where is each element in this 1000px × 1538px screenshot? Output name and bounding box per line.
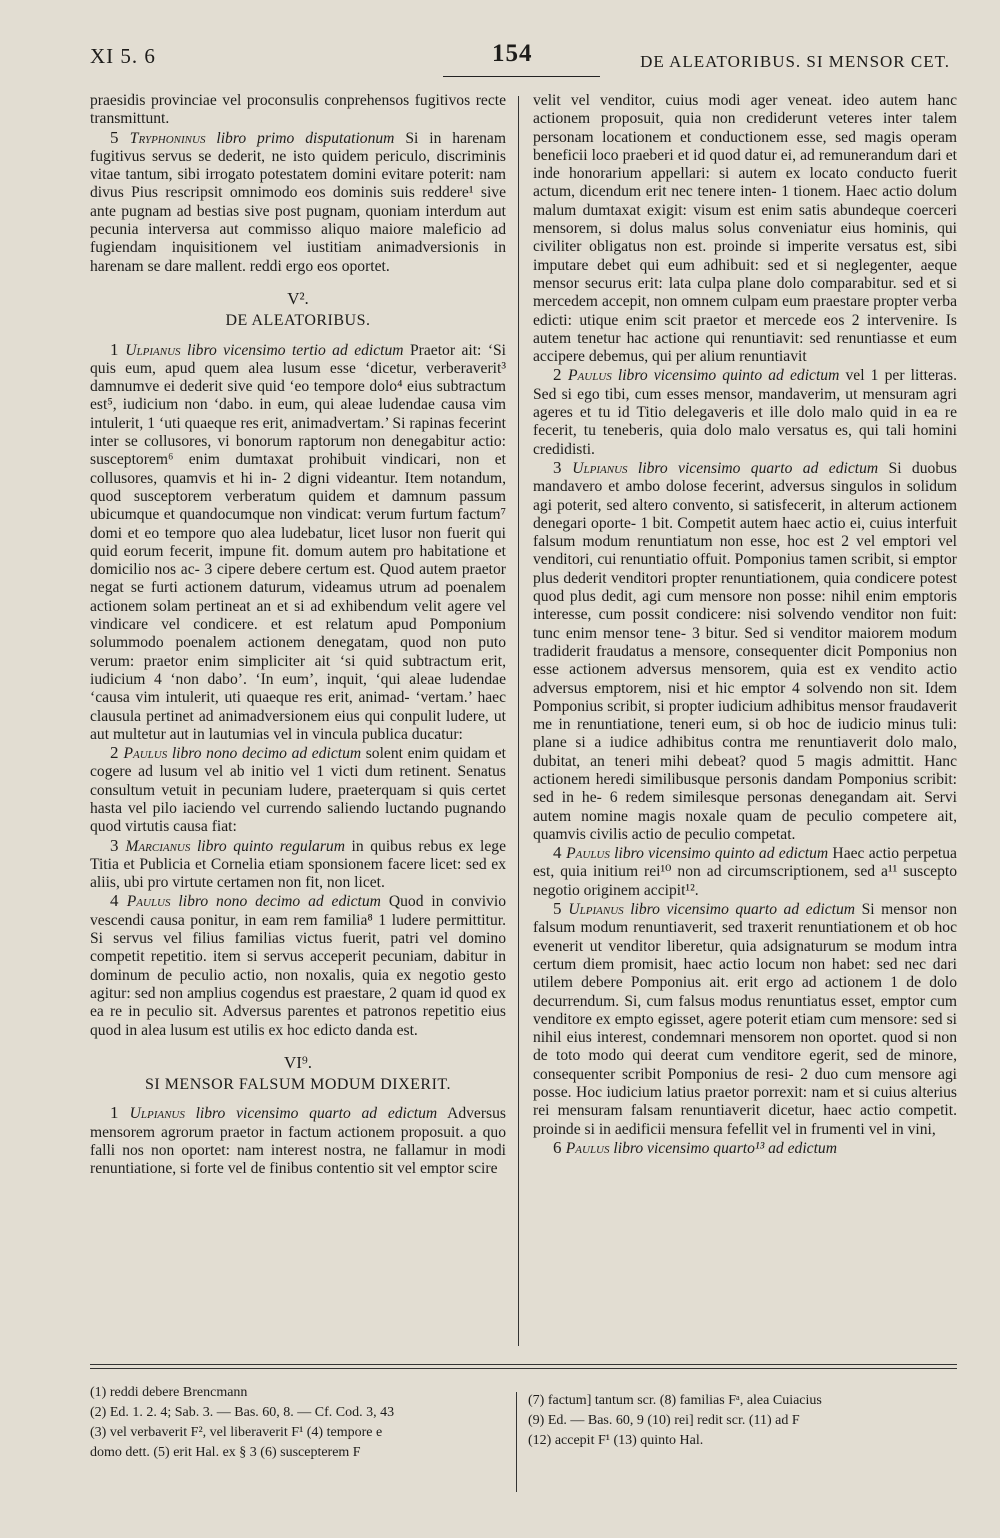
jurist-name: Tryphoninus [129, 129, 217, 147]
fragment-number: 3 [553, 457, 573, 477]
fragment-text: solent enim quidam et cogere ad lusum vel ab initio vel 1 victi dum retinent. Senatus consultum vetuit in pecuniam ludere, praeterquam si quis certet hasta vel pilo iaciendo vel currendo saliendo luctando pugnando quod virtutis causa fiat: [90, 745, 506, 836]
footnote-line: (2) Ed. 1. 2. 4; Sab. 3. — Bas. 60, 8. — Cf. Cod. 3, 43 [90, 1405, 395, 1420]
work-citation: libro nono decimo ad edictum [171, 745, 362, 763]
fragment-number: 5 [110, 127, 130, 147]
jurist-name: Paulus [565, 1139, 614, 1157]
work-citation: libro vicensimo quinto ad edictum [614, 845, 829, 863]
footnote-line: (7) factum] tantum scr. (8) familias Fᵃ, alea Cuiacius [528, 1393, 822, 1408]
footnotes-right [528, 1392, 958, 1452]
work-citation: libro quinto regularum [196, 837, 345, 855]
fragment-paragraph [90, 1104, 506, 1178]
fragment-paragraph [90, 341, 506, 745]
footnote-line: (9) Ed. — Bas. 60, 9 (10) rei] redit scr. (11) ad F [528, 1413, 800, 1428]
section-number: VI⁹. [283, 1052, 313, 1072]
fragment-text: Haec actio perpetua est, quia initium rei¹⁰ non ad circumscriptionem, sed a¹¹ suscepto negotio originem accipit¹². [533, 845, 957, 899]
footnote-divider [516, 1392, 517, 1492]
jurist-name: Paulus [126, 893, 179, 911]
footnote-line: (1) reddi debere Brencmann [90, 1385, 248, 1400]
jurist-name: Marcianus [125, 837, 197, 855]
right-column [533, 92, 957, 1158]
fragment-number: 1 [110, 339, 126, 359]
left-column [90, 92, 506, 1179]
fragment-text: Praetor ait: ‘Si quis eum, apud quem alea lusum esse ‘dicetur, verberaverit³ damnumve ei dederit sive quid ‘eo tempore dolo⁴ eius subtractum est⁵, iudicium non ‘dabo. in eum, qui aleae ludendae causa vim intulerit, 1 ‘uti quaeque res erit, animadvertam.’ Si rapinas fecerint inter se collusores, vi bonorum raptorum non denegabitur actio: susceptorem⁶ enim dumtaxat prohibuit vindicari, non et collusores, quamvis et hi in- 2 digni videantur. Item notandum, quod susceptorem verberatum quidem et damnum passum ubicumque et quandocumque non vindicat: verum furtum factum⁷ domi et eo tempore quo alea ludebatur, licet lusor non fuerit qui quid eorum fecerit, impune fit. domum autem pro habitatione et domicilio nos ac- 3 cipere debere certum est. Quod autem praetor negat se furti actionem daturum, videamus utrum ad poenalem actionem solam pertineat an et si ad exhibendum velit agere vel vindicare vel condicere. et est relatum apud Pomponium solummodo poenalem actionem denegatam, quod non puto verum: praetor enim simpliciter ait ‘si quid subtractum erit, iudicium 4 ‘non dabo’. ‘In eum’, inquit, ‘qui aleae ludendae ‘causa vim intulerit, uti quaeque res erit, animad- ‘vertam.’ haec clausula pertinet ad animadversionem eius qui conpulit ludere, ut aut multetur aut in lautumias vel in vincula publica ducatur: [90, 341, 507, 743]
footnote-rule-double [90, 1368, 957, 1369]
jurist-name: Ulpianus [572, 459, 638, 477]
fragment-text: Adversus mensorem agrorum praetor in factum actionem proposuit. a quo falli nos non oportet: nam interest nostra, ne fallamur in modi renuntiatione, si forte vel de finibus contentio sit vel emptor scire [90, 1105, 506, 1178]
fragment-paragraph [90, 129, 506, 276]
fragment-paragraph [533, 900, 957, 1139]
section-title: SI MENSOR FALSUM MODUM DIXERIT. [144, 1076, 452, 1094]
page-number: 154 [492, 40, 533, 67]
jurist-name: Paulus [568, 367, 618, 385]
running-title: DE ALEATORIBUS. SI MENSOR CET. [640, 52, 950, 71]
fragment-paragraph [533, 459, 957, 844]
fragment-number: 6 [553, 1137, 566, 1157]
header-left-reference: XI 5. 6 [90, 44, 156, 68]
fragment-number: 2 [553, 365, 568, 385]
fragment-paragraph [533, 844, 957, 900]
fragment-paragraph [90, 837, 506, 893]
fragment-text: Si mensor non falsum modum renuntiaverit, sed traxerit renuntiationem et ob hoc evenerit ut venditor liberetur, quia adsignaturum se modum intra certum diem promisit, haec actio locum non habet: sed nec dari utilem debere Pomponius ait. erit ergo ad actionem 1 de dolo decurrendum. Si, cum falsus modus renuntiatus esset, emptor cum venditore ex empto egisset, agere poterit etiam cum mensore: sed si nihil eius interest, condemnari mensorem non oportet. quod si non de toto modo qui deerat cum venditore egerit, sed de minore, consequenter scribit Pomponius de resi- 2 duo cum mensore agi posse. Hoc iudicium latius praetor porrexit: nam et si cuius alterius rei mensuram falsam renuntiaverit dicetur, haec actio competit. proinde si in aedificii mensura fefellit vel in frumenti vel in vini, [533, 901, 958, 1138]
jurist-name: Paulus [123, 745, 172, 763]
paragraph: praesidis provinciae vel proconsulis conprehensos fugitivos recte transmittunt. [90, 92, 506, 128]
footnote-rule [90, 1364, 957, 1365]
fragment-number: 1 [110, 1103, 130, 1123]
fragment-text: Si in harenam fugitivus servus se dederit, ne isto quidem periculo, discriminis vitae tantum, sibi irrogato potestatem domini evitare poterit: nam divus Pius rescripsit omnimodo eos dominis suis reddere¹ sive ante pugnam ad bestias sive post pugnam, quoniam interdum aut pecunia interversa aut commisso aliquo maiore maleficio ad fugiendam inquisitionem vel iustitiam animadversionis in harenam se dare mallent. reddi ergo eos oportet. [90, 129, 506, 275]
work-citation: libro vicensimo quarto ad edictum [195, 1105, 438, 1123]
footnote-line: (12) accepit F¹ (13) quinto Hal. [528, 1433, 704, 1448]
fragment-number: 5 [553, 899, 569, 919]
fragment-paragraph [533, 366, 957, 458]
jurist-name: Paulus [566, 845, 615, 863]
fragment-paragraph [90, 744, 506, 836]
work-citation: libro vicensimo quinto ad edictum [617, 367, 840, 385]
footnotes-left [90, 1384, 510, 1464]
fragment-text: in quibus rebus ex lege Titia et Publicia et Cornelia etiam sponsionem facere licet: sed ex aliis, ubi pro virtute certamen non fit, non licet. [90, 837, 507, 892]
header-rule [443, 76, 600, 77]
fragment-paragraph [90, 892, 506, 1039]
fragment-text: Si duobus mandavero et ambo dolose fecerint, adversus singulos in solidum agi poterit, sed altero convento, si satisfecerit, in alterum actionem denegari oporte- 1 bit. Competit autem haec actio ei, cuius interfuit falsum modum renuntiatum non esse, hoc est 2 vel emptori vel venditori, cui renuntiatio offuit. Pomponius tamen scribit, si emptor plus dederit venditori propter renuntiationem, quia condicere potest quod plus dedit, agi cum mensore non posse: nihil enim emptoris interesse, cum possit condicere: nisi solvendo venditor non fuit: tunc enim mensor tene- 3 bitur. Sed si venditor maiorem modum tradiderit fraudatus a mensore, consequenter dicit Pomponius non esse actionem adversus mensorem, quia est ex vendito actio adversus emptorem, nisi et hic emptor 4 solvendo non sit. Idem Pomponius scribit, si propter iudicium adhibitus mensor fraudaverit me in renuntiatione, teneri eum, si ob hoc de iudicio minus tuli: plane si a iudice adhibitus contra me renuntiaverit dolo malo, dubitat, an teneri mihi debeat? quod 5 magis admittit. Hanc actionem heredi similibusque personis dandam Pomponius scribit: sed in he- 6 redem similesque personas denegandam ait. Servi autem nomine magis noxale quam de peculio competere ait, quamvis civilis actio de peculio competat. [533, 459, 957, 843]
fragment-number: 3 [110, 835, 126, 855]
jurist-name: Ulpianus [568, 901, 631, 919]
footnote-line: (3) vel verbaverit F², vel liberaverit F¹ (4) tempore e [90, 1425, 383, 1440]
fragment-number: 4 [110, 891, 127, 911]
work-citation: libro vicensimo tertio ad edictum [187, 341, 404, 359]
column-divider [518, 96, 519, 1346]
fragment-number: 2 [110, 743, 124, 763]
fragment-paragraph [533, 1139, 957, 1158]
work-citation: libro vicensimo quarto ad edictum [630, 901, 856, 919]
jurist-name: Ulpianus [129, 1105, 196, 1123]
work-citation: libro vicensimo quarto¹³ ad edictum [613, 1139, 837, 1157]
section-title: DE ALEATORIBUS. [225, 312, 371, 330]
section-number: V². [287, 288, 309, 308]
work-citation: libro vicensimo quarto ad edictum [637, 459, 879, 477]
fragment-text: vel 1 per litteras. Sed si ego tibi, cum esses mensor, mandaverim, ut mensuram agri ageres et tu id Titio delegaveris et ille dolo malo quid in ea re fecerit, tu teneberis, quia dolo malo versatus es, qui tali homini credidisti. [533, 367, 957, 458]
jurist-name: Ulpianus [125, 341, 187, 359]
paragraph: velit vel venditor, cuius modi ager veneat. ideo autem hanc actionem proposuit, quia non crediderunt veteres inter talem personam locationem et conductionem esse, sed magis operam beneficii loco praeberi et id quod datur ei, ad remunerandum dari et inde honorarium appellari: si autem ex locato conducto fuerit actum, dicendum erit nec tenere inten- 1 tionem. Haec actio dolum malum dumtaxat exigit: visum est enim satis abundeque coerceri mensorem, si dolus malus solus conveniatur eius hominis, qui civiliter obligatus non est. proinde si imperite versatus est, sibi imputare debet qui eum adhibuit: sed et si neglegenter, aeque mensor securus erit: lata culpa plane dolo comparabitur. sed et si mercedem accepit, non omnem culpam eum praestare propter verba edicti: utique enim scit praetor et mercede eos 2 intervenire. Is autem tenetur hac actione qui renuntiavit: sed renuntiasse et eum accipere debemus, qui per alium renuntiavit [533, 92, 957, 366]
work-citation: libro nono decimo ad edictum [178, 893, 381, 911]
footnote-line: domo dett. (5) erit Hal. ex § 3 (6) suscepterem F [90, 1445, 361, 1460]
fragment-number: 4 [553, 843, 567, 863]
work-citation: libro primo disputationum [216, 129, 395, 147]
fragment-text: Quod in convivio vescendi causa ponitur, in eam rem familia⁸ 1 ludere permittitur. Si servus vel filius familias victus fuerit, patri vel domino competit repetitio. item si servus acceperit pecuniam, dabitur in dominum de peculio actio, non noxalis, quia ex negotio gesto agitur: sed non amplius cogendus est praestare, 2 quam id quod ex ea re in peculio sit. Adversus parentes et patronos repetitio eius quod in alea lusum est utilis ex hoc edicto danda est. [90, 893, 506, 1039]
